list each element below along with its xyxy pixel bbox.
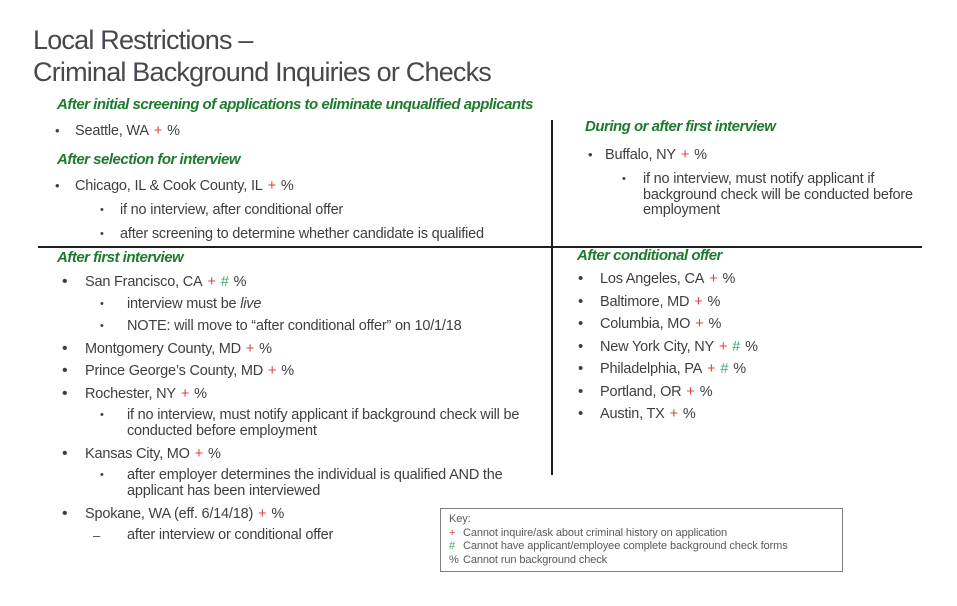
hash-mark: # [220, 274, 229, 290]
section-after-first-interview [55, 250, 575, 544]
percent-mark: % [722, 271, 736, 287]
plus-mark: + [267, 178, 276, 194]
key-entry-text: Cannot run background check [463, 553, 608, 566]
city-item-philadelphia [577, 361, 917, 377]
plus-mark: + [695, 316, 704, 332]
percent-mark: % [745, 338, 758, 355]
city-item-rochester [55, 386, 575, 402]
hash-mark: # [449, 540, 456, 552]
city-item-austin [577, 406, 917, 422]
city-item-prince-georges-county [55, 363, 575, 379]
plus-mark: + [694, 293, 703, 310]
city-text [600, 294, 720, 310]
percent-mark: % [699, 383, 713, 400]
city-item-baltimore [577, 294, 917, 310]
sub-text: after interview or conditional offer [127, 527, 334, 543]
percent-mark: % [271, 505, 285, 522]
city-item-new-york-city [577, 339, 917, 355]
bullet-icon: • [578, 405, 584, 422]
plus-mark: + [669, 406, 678, 422]
city-name: Kansas City, MO [85, 445, 190, 462]
plus-mark: + [207, 274, 216, 290]
plus-mark: + [258, 505, 267, 522]
bullet-icon: • [62, 339, 68, 357]
hash-mark: # [720, 361, 729, 377]
city-name: San Francisco, CA [85, 274, 203, 290]
city-text [85, 341, 272, 357]
city-item-san-francisco [55, 274, 575, 290]
sub-text: if no interview, must notify applicant if background check will be conducted before employment [643, 171, 913, 218]
section-heading-after-first-interview: After first interview [57, 249, 184, 266]
city-name: Rochester, NY [85, 385, 176, 402]
percent-mark: % [194, 385, 207, 402]
bullet-icon: • [62, 273, 68, 290]
key-entry-text: Cannot have applicant/employee complete background check forms [463, 540, 788, 552]
bullet-icon: • [100, 228, 104, 240]
key-entry-percent [449, 554, 834, 568]
city-text [600, 339, 758, 355]
bullet-icon: • [100, 319, 104, 332]
city-name: Buffalo, NY [605, 147, 676, 163]
percent-mark: % [694, 147, 707, 163]
city-text [85, 446, 221, 462]
city-text [85, 274, 246, 290]
bullet-icon: • [578, 270, 584, 287]
city-text [75, 123, 180, 139]
plus-mark: + [180, 385, 190, 402]
plus-mark: + [449, 526, 456, 539]
bullet-icon: • [578, 315, 584, 332]
section-heading-after-conditional-offer: After conditional offer [577, 247, 722, 264]
section-heading-initial-screening: After initial screening of applications to eliminate unqualified applicants [57, 96, 533, 113]
city-text [85, 386, 207, 402]
city-item-chicago [55, 178, 565, 194]
percent-mark: % [167, 123, 180, 139]
plus-mark: + [245, 340, 255, 357]
percent-mark: % [259, 340, 272, 357]
city-item-seattle [55, 123, 565, 139]
percent-mark: % [280, 178, 294, 194]
city-text [605, 147, 707, 163]
sub-item [100, 297, 575, 313]
city-text [85, 506, 284, 522]
percent-mark: % [233, 274, 247, 290]
bullet-icon: • [588, 147, 593, 162]
page-title [33, 24, 491, 88]
percent-mark: % [682, 406, 696, 422]
city-item-montgomery-county [55, 341, 575, 357]
city-name: Spokane, WA (eff. 6/14/18) [85, 505, 254, 522]
bullet-icon: • [622, 173, 626, 185]
hash-mark: # [732, 338, 741, 355]
plus-mark: + [153, 123, 163, 139]
percent-mark: % [281, 363, 294, 379]
sub-item [100, 202, 565, 218]
bullet-icon: • [62, 444, 68, 462]
percent-mark: % [707, 293, 721, 310]
title-line-1: Local Restrictions – [33, 25, 253, 55]
city-item-portland [577, 384, 917, 400]
city-item-los-angeles [577, 271, 917, 287]
sub-item [100, 408, 575, 439]
city-name: Chicago, IL & Cook County, IL [75, 178, 263, 194]
city-text [600, 406, 696, 422]
bullet-icon: • [100, 409, 104, 421]
city-name: Montgomery County, MD [85, 340, 241, 357]
dash-icon: – [93, 528, 101, 543]
bullet-icon: • [55, 178, 60, 193]
section-during-or-after-first-interview [585, 119, 925, 219]
bullet-icon: • [578, 337, 584, 355]
sub-text: if no interview, must notify applicant if background check will be conducted before employment [127, 407, 520, 439]
city-text [600, 316, 721, 332]
bullet-icon: • [62, 504, 68, 522]
key-entry-plus [449, 527, 834, 541]
key-entry-text: Cannot inquire/ask about criminal history on application [463, 526, 728, 539]
city-name: Columbia, MO [600, 316, 691, 332]
section-initial-screening [55, 97, 565, 242]
bullet-icon: • [62, 362, 68, 379]
sub-item [622, 172, 925, 219]
bullet-icon: • [55, 123, 60, 138]
city-item-kansas-city [55, 446, 575, 462]
city-name: New York City, NY [600, 338, 714, 355]
sub-item [100, 319, 575, 335]
plus-mark: + [707, 361, 716, 377]
city-item-columbia [577, 316, 917, 332]
sub-item [100, 226, 565, 242]
sub-text: after employer determines the individual is qualified AND the applicant has been interviewed [127, 467, 503, 499]
city-name: Prince George’s County, MD [85, 363, 264, 379]
bullet-icon: • [62, 384, 68, 402]
percent-mark: % [733, 361, 746, 377]
sub-text: NOTE: will move to “after conditional offer” on 10/1/18 [127, 317, 462, 334]
bullet-icon: • [100, 204, 104, 216]
plus-mark: + [680, 147, 690, 163]
city-item-buffalo [585, 147, 925, 163]
city-name: Austin, TX [600, 406, 665, 422]
title-line-2: Criminal Background Inquiries or Checks [33, 57, 492, 87]
plus-mark: + [194, 445, 203, 462]
sub-text [127, 297, 532, 313]
bullet-icon: • [578, 292, 584, 310]
bullet-icon: • [100, 469, 104, 481]
city-text [600, 271, 735, 287]
sub-text-italic: live [240, 295, 262, 312]
city-name: Portland, OR [600, 383, 682, 400]
city-text [600, 384, 712, 400]
section-after-conditional-offer [577, 248, 917, 429]
key-box-title: Key: [449, 513, 471, 525]
city-name: Los Angeles, CA [600, 271, 705, 287]
section-heading-selection-for-interview: After selection for interview [57, 151, 241, 168]
sub-text-prefix: interview must be [127, 295, 241, 312]
sub-item [100, 468, 575, 499]
key-entry-hash [449, 540, 834, 554]
bullet-icon: • [578, 382, 584, 400]
city-name: Seattle, WA [75, 123, 149, 139]
section-heading-during-or-after-first-interview: During or after first interview [585, 118, 776, 135]
city-name: Baltimore, MD [600, 293, 690, 310]
plus-mark: + [268, 363, 277, 379]
city-name: Philadelphia, PA [600, 361, 703, 377]
city-text [75, 178, 294, 194]
percent-mark: % [708, 316, 722, 332]
percent-mark: % [207, 445, 221, 462]
city-text [600, 361, 746, 377]
sub-text: after screening to determine whether candidate is qualified [120, 226, 484, 242]
plus-mark: + [718, 338, 728, 355]
key-box [440, 508, 843, 572]
bullet-icon: • [100, 297, 104, 310]
sub-text: if no interview, after conditional offer [120, 202, 344, 218]
plus-mark: + [709, 271, 718, 287]
percent-mark: % [449, 553, 459, 566]
bullet-icon: • [578, 360, 584, 377]
plus-mark: + [686, 383, 695, 400]
city-text [85, 363, 294, 379]
